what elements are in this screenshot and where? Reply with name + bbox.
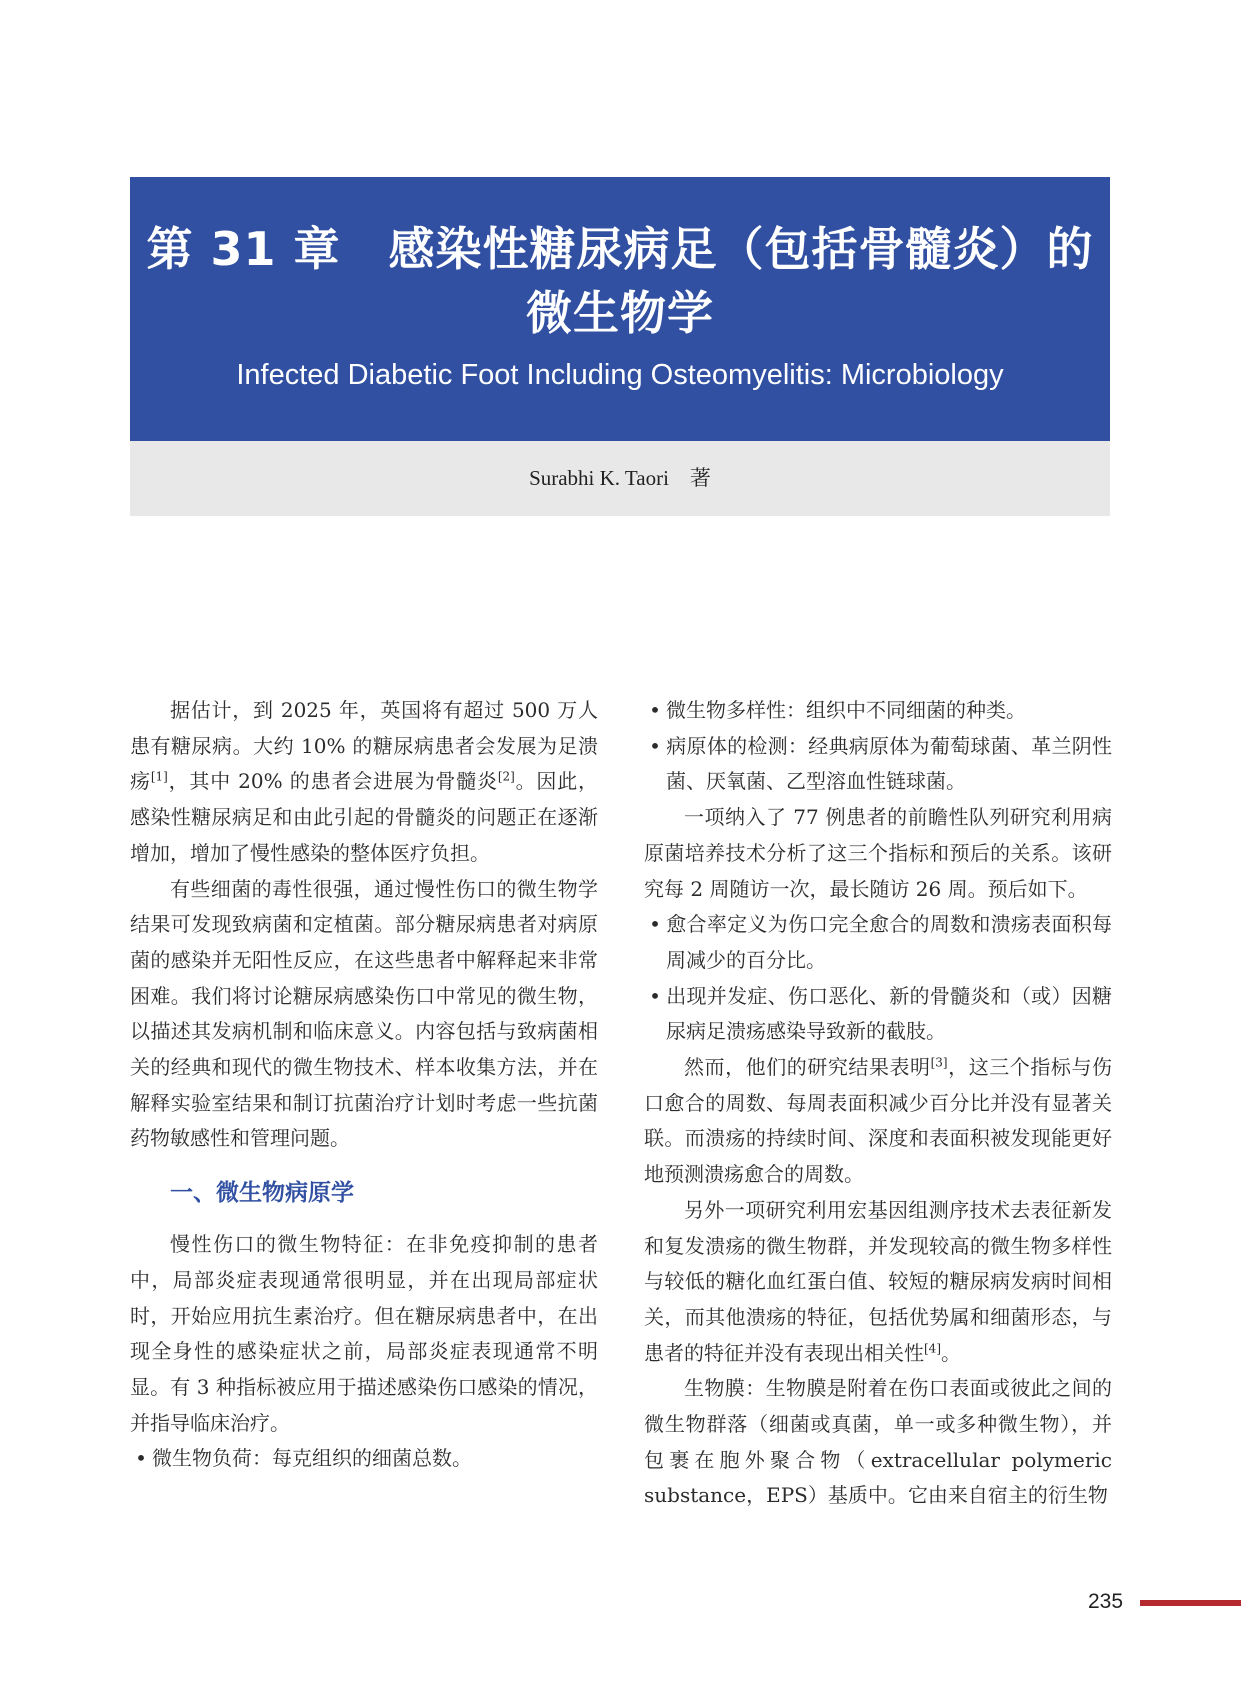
section-heading: 一、微生物病原学	[170, 1180, 354, 1207]
chapter-title-zh	[130, 217, 1110, 345]
paragraph-results: 然而，他们的研究结果表明[3]，这三个指标与伤口愈合的周数、每周表面积减少百分比并没有显著关联。而溃疡的持续时间、深度和表面积被发现能更好地预测溃疡愈合的周数。	[644, 1055, 1113, 1187]
citation-ref[interactable]: [4]	[924, 1341, 941, 1355]
citation-ref[interactable]: [2]	[497, 769, 515, 784]
paragraph-intro: 据估计，到 2025 年，英国将有超过 500 万人患有糖尿病。大约 10% 的糖尿病患者会发展为足溃疡[1]，其中 20% 的患者会进展为骨髓炎[2]。因此，感染性糖尿病足和由此引起的骨髓炎的问题正在逐渐增加，增加了慢性感染的整体医疗负担。	[130, 698, 599, 865]
paragraph-bacteria: 有些细菌的毒性很强，通过慢性伤口的微生物学结果可发现致病菌和定植菌。部分糖尿病患者对病原菌的感染并无阳性反应，在这些患者中解释起来非常困难。我们将讨论糖尿病感染伤口中常见的微生物，以描述其发病机制和临床意义。内容包括与致病菌相关的经典和现代的微生物技术、样本收集方法，并在解释实验室结果和制订抗菌治疗计划时考虑一些抗菌药物敏感性和管理问题。	[130, 876, 598, 1151]
author-line: Surabhi K. Taori 著	[130, 441, 1110, 516]
chapter-title-en: Infected Diabetic Foot Including Osteomyelitis: Microbiology	[236, 359, 1004, 391]
paragraph-cohort-study: 一项纳入了 77 例患者的前瞻性队列研究利用病原菌培养技术分析了这三个指标和预后的关系。该研究每 2 周随访一次，最长随访 26 周。预后如下。	[644, 805, 1112, 901]
paragraph-biofilm: 生物膜：生物膜是附着在伤口表面或彼此之间的微生物群落（细菌或真菌，单一或多种微生物），并包裹在胞外聚合物（extracellular polymeric substance，EPS）基质中。它由来自宿主的衍生物	[644, 1376, 1112, 1508]
chapter-number: 第 31 章	[146, 222, 341, 276]
chapter-title-banner	[130, 177, 1110, 441]
title-zh-line1: 感染性糖尿病足（包括骨髓炎）的	[388, 222, 1094, 276]
bullet-item: • 微生物负荷：每克组织的细菌总数。	[130, 1441, 598, 1477]
citation-ref[interactable]: [3]	[930, 1055, 948, 1070]
citation-ref[interactable]: [1]	[150, 769, 168, 784]
bullet-item: • 愈合率定义为伤口完全愈合的周数和溃疡表面积每周减少的百分比。	[644, 907, 1112, 978]
title-zh-line2: 微生物学	[526, 286, 714, 340]
bullet-item: • 出现并发症、伤口恶化、新的骨髓炎和（或）因糖尿病足溃疡感染导致新的截肢。	[644, 979, 1112, 1050]
right-column	[644, 693, 1112, 1514]
bullet-item: • 微生物多样性：组织中不同细菌的种类。	[644, 693, 1112, 729]
bullet-item: • 病原体的检测：经典病原体为葡萄球菌、革兰阴性菌、厌氧菌、乙型溶血性链球菌。	[644, 729, 1112, 800]
page-number-rule	[1140, 1600, 1241, 1606]
paragraph-wound-features: 慢性伤口的微生物特征：在非免疫抑制的患者中，局部炎症表现通常很明显，并在出现局部症状时，开始应用抗生素治疗。但在糖尿病患者中，在出现全身性的感染症状之前，局部炎症表现通常不明显。有 3 种指标被应用于描述感染伤口感染的情况，并指导临床治疗。	[130, 1232, 598, 1435]
left-column	[130, 693, 598, 1477]
page-number: 235	[1088, 1590, 1124, 1613]
paragraph-metagenomics: 另外一项研究利用宏基因组测序技术去表征新发和复发溃疡的微生物群，并发现较高的微生物多样性与较低的糖化血红蛋白值、较短的糖尿病发病时间相关，而其他溃疡的特征，包括优势属和细菌形态，与患者的特征并没有表现出相关性[4]。	[644, 1197, 1112, 1365]
